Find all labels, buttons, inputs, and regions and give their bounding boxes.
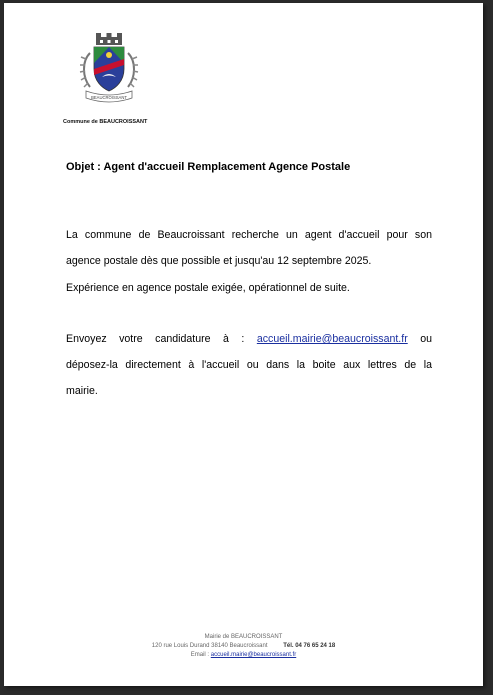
paragraph-line: mairie. <box>66 385 98 397</box>
application-email-link[interactable]: accueil.mairie@beaucroissant.fr <box>256 333 408 345</box>
paragraph-line: déposez-la directement à l'accueil ou dans la boite aux lettres de la <box>66 359 432 371</box>
footer-name: Mairie de BEAUCROISSANT <box>204 634 283 640</box>
letter-footer <box>4 633 483 660</box>
paragraph-application <box>66 326 432 404</box>
document-page <box>4 3 483 686</box>
letter-subject: Objet : Agent d'accueil Remplacement Agence Postale <box>66 161 351 173</box>
footer-email-label: Email : <box>190 652 210 658</box>
application-suffix: ou <box>420 333 433 345</box>
footer-address-row <box>4 642 483 651</box>
footer-address: 120 rue Louis Durand 38140 Beaucroissant <box>151 643 268 649</box>
paragraph-experience <box>66 275 432 301</box>
paragraph-line: Expérience en agence postale exigée, opérationnel de suite. <box>66 282 350 294</box>
application-prefix: Envoyez votre candidature à : <box>66 333 245 345</box>
footer-email-row <box>4 651 483 660</box>
paragraph-line <box>66 326 432 352</box>
paragraph-line: La commune de Beaucroissant recherche un agent d'accueil pour son <box>66 229 432 241</box>
commune-coat-of-arms-logo <box>76 31 142 107</box>
footer-email-link[interactable]: accueil.mairie@beaucroissant.fr <box>210 652 297 658</box>
commune-caption: Commune de BEAUCROISSANT <box>63 119 148 125</box>
paragraph-recruitment <box>66 222 432 274</box>
logo-banner-text: BEAUCROISSANT <box>91 95 127 100</box>
footer-tel: Tél. 04 76 65 24 18 <box>283 643 336 649</box>
paragraph-line: agence postale dès que possible et jusqu'au 12 septembre 2025. <box>66 255 372 267</box>
